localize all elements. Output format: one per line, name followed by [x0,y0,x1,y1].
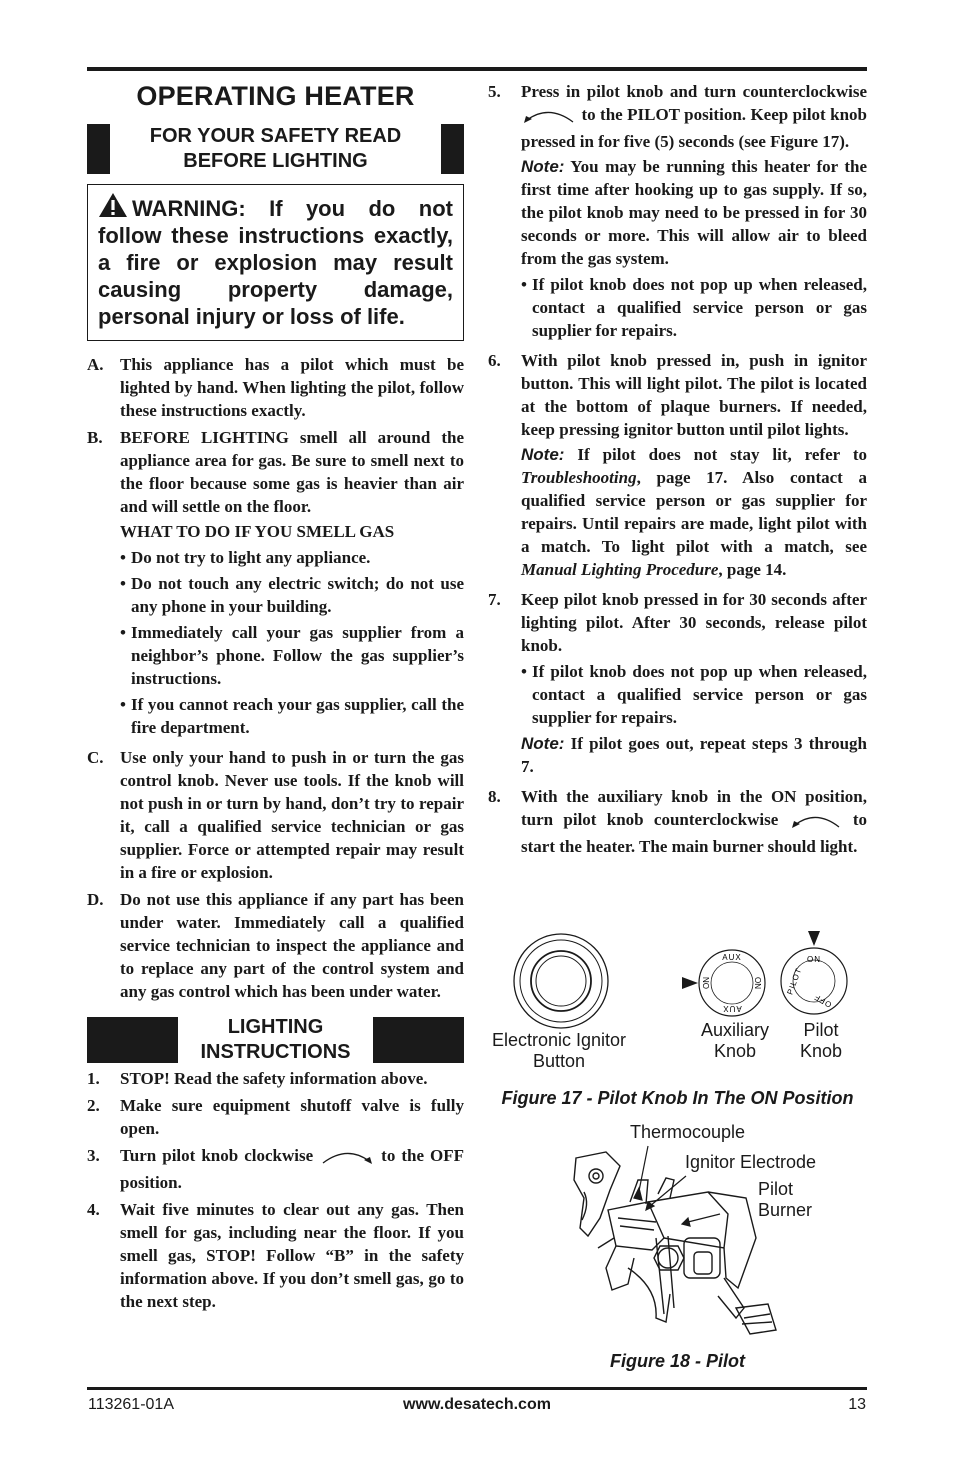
list-item: • If pilot knob does not pop up when released, contact a qualified service person or gas supplier for repairs. [521,275,867,340]
list-item: • Do not touch any electric switch; do not use any phone in your building. [120,574,464,616]
safety-item-b: B. BEFORE LIGHTING smell all around the appliance area for gas. Be sure to smell next to the floor because some gas is heavier than air and will settle on the floor. WHAT TO DO IF YOU SMELL GAS • Do not try to light any appliance. • Do not touch any electric switch; do not use any phone in your building. • Immediately call your gas supplier from a neighbor’s phone. Follow the gas supplier’s instructions. • If you cannot reach your gas supplier, call the fire department. [87,428,464,737]
safety-banner [87,124,464,174]
thermocouple-label: Thermocouple [630,1122,746,1142]
warning-text: WARNING: If you do not follow these instructions exactly, a fire or explosion may result causing property damage, personal injury or loss of life. [98,196,453,329]
svg-text:ON: ON [753,977,762,989]
warning-triangle-icon [98,196,132,221]
footer-page-number: 13 [848,1396,866,1413]
auxiliary-knob-label: Auxiliary Knob [700,1020,770,1061]
safety-item-a: A. This appliance has a pilot which must be lighted by hand. When lighting the pilot, follow these instructions exactly. [87,355,464,420]
step-2: 2. Make sure equipment shutoff valve is fully open. [87,1096,464,1138]
figure-17 [488,926,867,1116]
svg-text:ON: ON [807,955,821,964]
page-title: OPERATING HEATER [136,81,415,111]
svg-text:PILOT: PILOT [785,966,804,996]
lighting-banner-line1: LIGHTING [227,1016,324,1038]
step-8: 8. With the auxiliary knob in the ON position, turn pilot knob counterclockwise to start the heater. The main burner should light. [488,787,868,856]
footer-doc-number: 113261-01A [88,1396,174,1413]
top-rule [87,67,867,71]
counterclockwise-arrow-icon [521,107,577,130]
ignitor-button-label: Electronic Ignitor Button [491,1030,627,1071]
svg-text:ON: ON [702,977,711,989]
svg-text:OFF: OFF [812,992,834,1010]
list-item: • Immediately call your gas supplier from a neighbor’s phone. Follow the gas supplier’s instructions. [120,623,464,688]
lighting-banner-line2: INSTRUCTIONS [200,1041,351,1063]
figure-17-caption: Figure 17 - Pilot Knob In The ON Position [501,1088,854,1108]
pilot-knob-icon [781,931,847,1014]
list-item: • If you cannot reach your gas supplier, call the fire department. [120,695,464,737]
safety-banner-line1: FOR YOUR SAFETY READ [149,125,402,147]
auxiliary-knob-icon [682,950,765,1016]
list-item: • Do not try to light any appliance. [120,548,371,567]
ignitor-electrode-label: Ignitor Electrode [685,1152,817,1172]
footer-website: www.desatech.com [403,1396,551,1413]
safety-item-d: D. Do not use this appliance if any part has been under water. Immediately call a qualified service technician to inspect the appliance and to replace any part of the control system and any gas control which has been under water. [87,890,464,1001]
counterclockwise-arrow-icon [789,812,843,835]
step-6: 6. With pilot knob pressed in, push in ignitor button. This will light pilot. The pilot is located at the bottom of plaque burners. If needed, keep pressing ignitor button until pilot lights. Note: If pilot does not stay lit, refer to Troubleshooting, page 17. Also contact a qualified service person or gas supplier for repairs. Until repairs are made, light pilot with a match. To light pilot with a match, see Manual Lighting Procedure, page 14. [488,351,867,579]
safety-banner-line2: BEFORE LIGHTING [183,150,368,172]
ignitor-button-icon [514,934,608,1028]
svg-text:AUX: AUX [722,1004,742,1013]
bottom-rule [87,1387,867,1390]
svg-text:AUX: AUX [722,953,742,962]
step-5: 5. Press in pilot knob and turn counterclockwise to the PILOT position. Keep pilot knob pressed in for five (5) seconds (see Figure 17). Note: You may be running this heater for the first time after hooking up to gas supply. If so, the pilot knob may need to be pressed in for 30 seconds or more. This will allow air to bleed from the gas system. • If pilot knob does not pop up when released, contact a qualified service person or gas supplier for repairs. [488,82,868,340]
figure-18 [488,1118,867,1383]
warning-box [87,184,464,341]
figure-18-caption: Figure 18 - Pilot [609,1351,746,1371]
list-item: • If pilot knob does not pop up when released, contact a qualified service person or gas supplier for repairs. [521,662,867,727]
pilot-knob-label: Pilot Knob [799,1020,843,1061]
clockwise-arrow-icon [319,1148,375,1171]
pilot-burner-label: Pilot Burner [758,1179,813,1220]
step-3: 3. Turn pilot knob clockwise to the OFF position. [87,1146,464,1192]
step-7: 7. Keep pilot knob pressed in for 30 seconds after lighting pilot. After 30 seconds, release pilot knob. • If pilot knob does not pop up when released, contact a qualified service person or gas supplier for repairs. Note: If pilot goes out, repeat steps 3 through 7. [488,590,868,776]
smell-gas-heading: WHAT TO DO IF YOU SMELL GAS [120,522,395,541]
safety-item-c: C. Use only your hand to push in or turn the gas control knob. Never use tools. If the knob will not push in or turn by hand, don’t try to repair it, call a qualified service technician or gas supplier. Force or attempted repair may result in a fire or explosion. [87,748,464,882]
left-column [87,80,464,1317]
right-column [488,80,867,862]
step-4: 4. Wait five minutes to clear out any gas. Then smell for gas, including near the floor. If you smell gas, STOP! Follow “B” in the safety information above. If you don’t smell gas, go to the next step. [87,1200,464,1311]
step-1: 1. STOP! Read the safety information above. [87,1069,428,1088]
lighting-banner [87,1017,464,1063]
